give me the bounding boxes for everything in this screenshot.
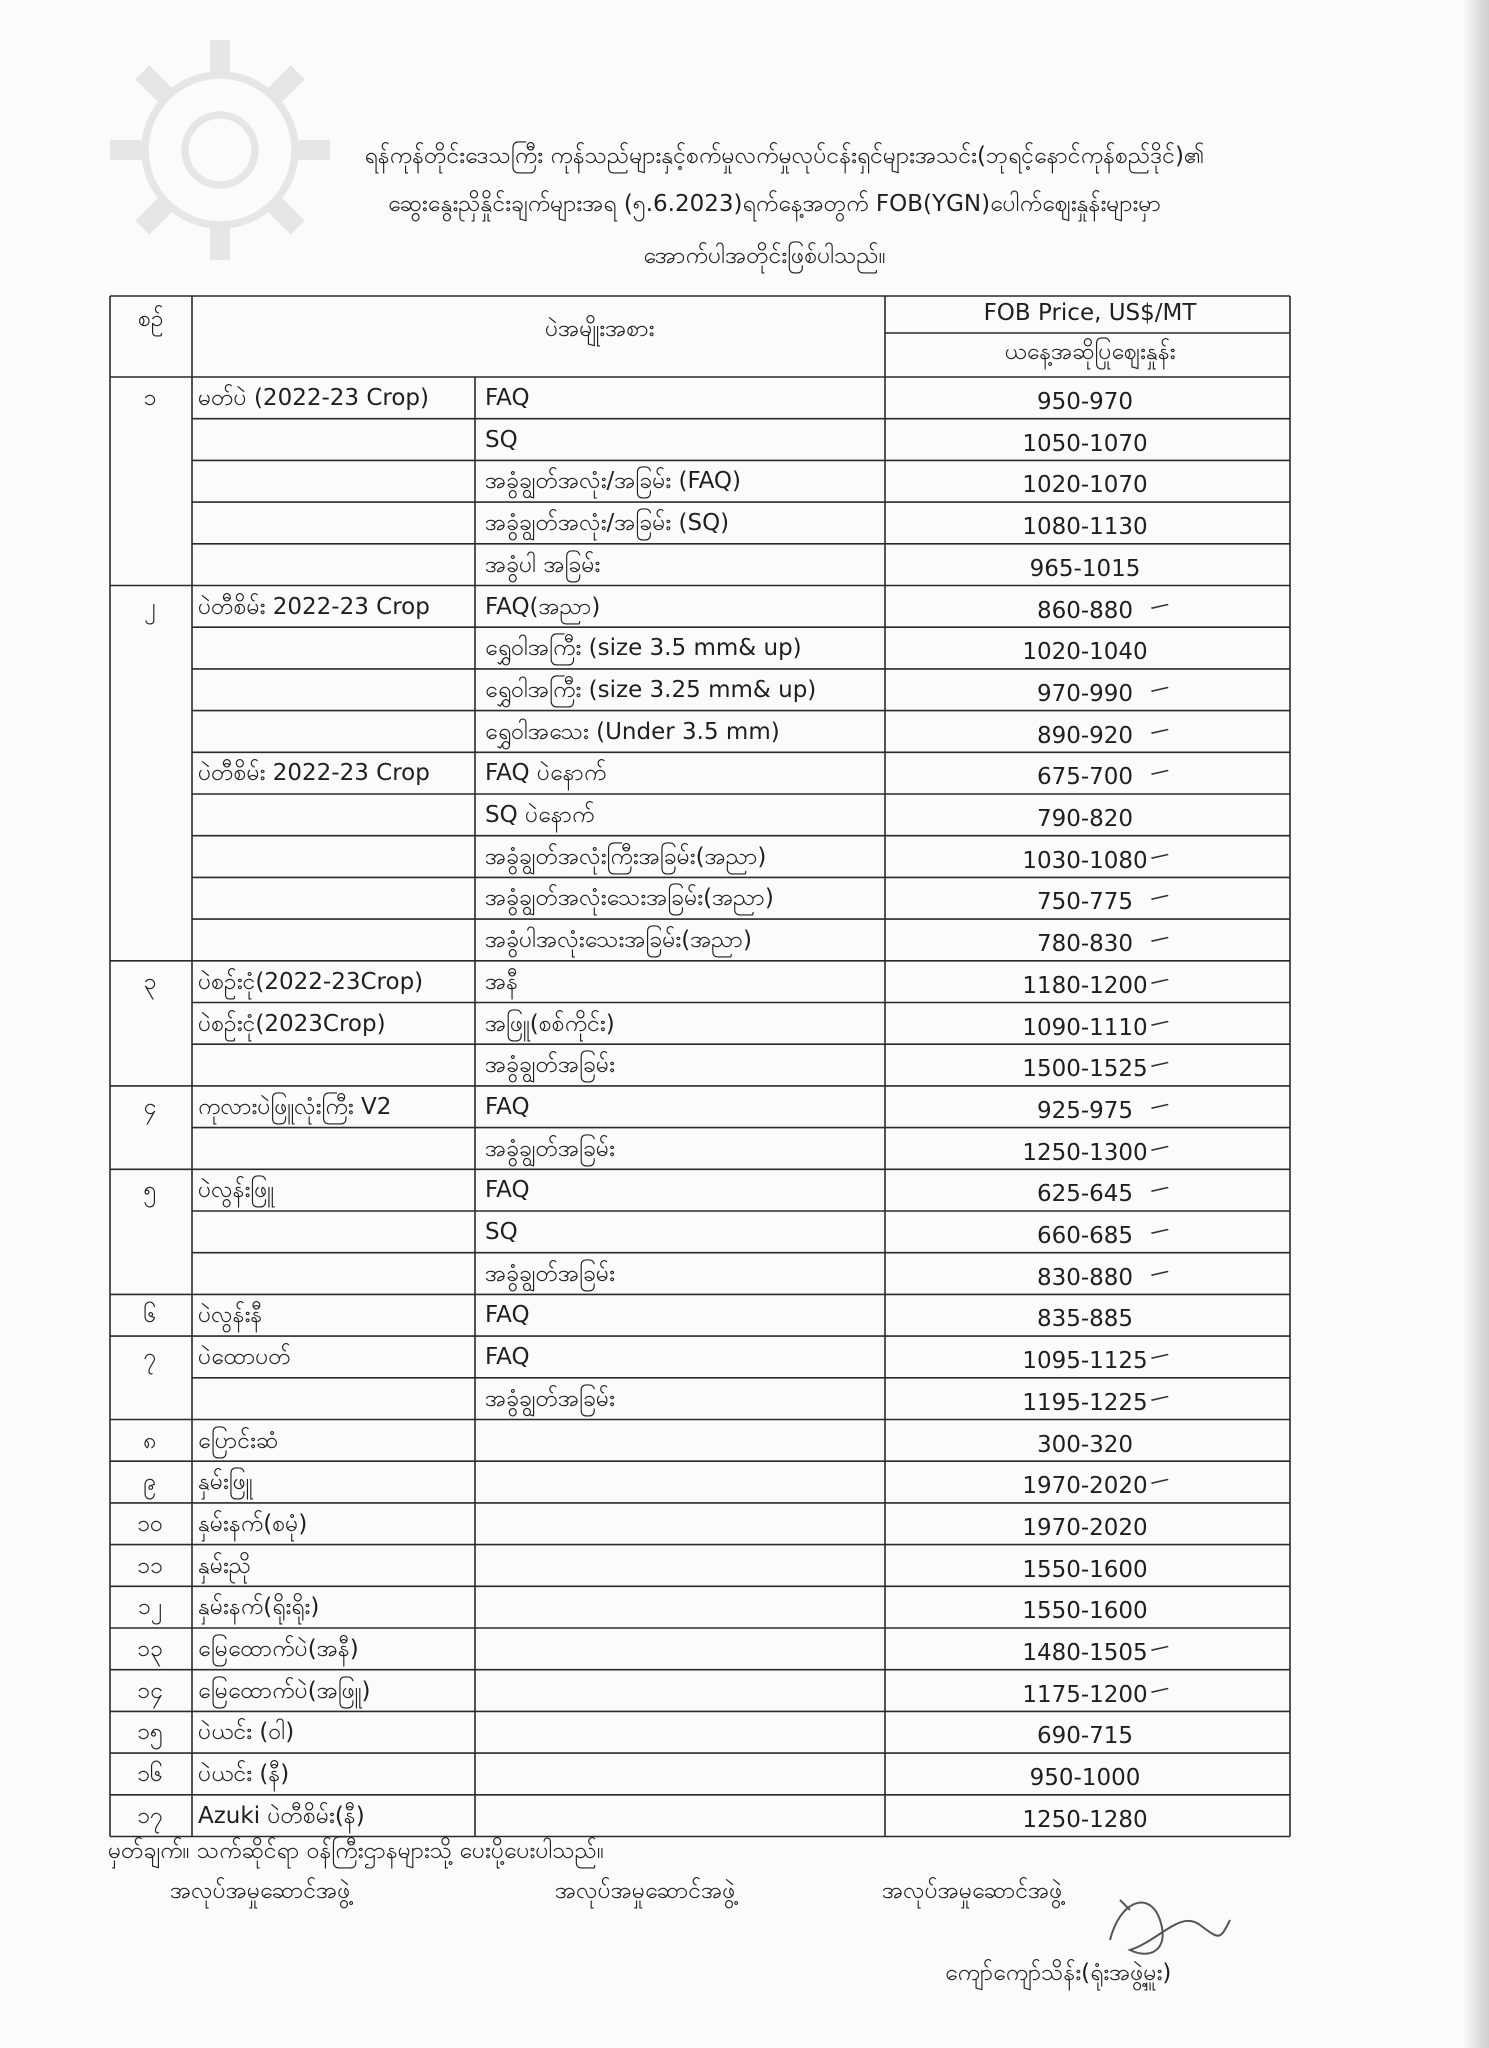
row-number: ၁၂	[137, 1594, 163, 1621]
item-name: နှမ်းနက်(စမုံ)	[198, 1510, 308, 1537]
item-grade: FAQ	[485, 1177, 530, 1204]
item-price: 1480-1505	[1022, 1640, 1148, 1666]
checkmark-icon: /	[1148, 1222, 1173, 1240]
row-number: ၁၄	[137, 1677, 163, 1704]
item-price: 660-685	[1036, 1223, 1134, 1249]
row-number: ၁	[143, 385, 157, 411]
item-grade: အခွံချွတ်အခြမ်း	[485, 1385, 615, 1412]
item-name: ပဲလွန်းဖြူ	[198, 1177, 275, 1204]
item-price: 950-970	[1036, 389, 1134, 415]
item-name: မတ်ပဲ (2022-23 Crop)	[198, 385, 429, 411]
item-name: ပဲယင်း (နီ)	[198, 1761, 290, 1788]
row-number: ၅	[143, 1177, 157, 1204]
item-name: ပဲထောပတ်	[198, 1344, 291, 1371]
header-line-3: အောက်ပါအတိုင်းဖြစ်ပါသည်။	[643, 243, 886, 269]
item-price: 625-645	[1036, 1181, 1134, 1208]
row-number: ၁၃	[137, 1636, 163, 1662]
checkmark-icon: /	[1148, 1180, 1173, 1199]
item-grade: SQ ပဲနောက်	[485, 802, 595, 828]
item-name: ပဲတီစိမ်း 2022-23 Crop	[198, 593, 430, 620]
item-price: 750-775	[1036, 889, 1134, 916]
item-grade: အခွံပါ အခြမ်း	[485, 551, 601, 578]
row-number: ၁၅	[137, 1719, 163, 1746]
item-name: နှမ်းဖြူ	[198, 1469, 253, 1496]
item-grade: FAQ	[485, 1344, 530, 1371]
row-number: ၉	[143, 1469, 157, 1496]
item-grade: ရွှေဝါအကြီး (size 3.5 mm& up)	[485, 635, 802, 662]
item-price: 1180-1200	[1022, 972, 1148, 999]
item-grade: အခွံချွတ်အလုံးကြီးအခြမ်း(အညာ)	[485, 843, 767, 870]
item-grade: FAQ ပဲနောက်	[485, 760, 607, 787]
item-price: 1970-2020	[1022, 1514, 1148, 1541]
header-line-2: ဆွေးနွေးညှိနှိုင်းချက်များအရ (၅.6.2023)ရက်နေ့အတွက် FOB(YGN)ပေါက်ဈေးနှုန်းများမှာ	[388, 191, 1161, 217]
item-price: 970-990	[1036, 680, 1134, 707]
row-number: ၃	[143, 968, 157, 995]
checkmark-icon: /	[1148, 1639, 1173, 1657]
signature-label-1: အလုပ်အမှုဆောင်အဖွဲ့	[170, 1878, 351, 1904]
item-grade: FAQ	[485, 1302, 530, 1329]
row-number: ၁၀	[137, 1510, 163, 1537]
checkmark-icon: /	[1148, 679, 1173, 698]
checkmark-icon: /	[1148, 1263, 1173, 1282]
item-price: 1175-1200	[1022, 1681, 1148, 1708]
item-price: 300-320	[1036, 1431, 1134, 1458]
checkmark-icon: /	[1148, 1096, 1173, 1115]
item-grade: SQ	[485, 426, 518, 453]
item-price: 860-880	[1036, 597, 1134, 624]
item-price: 1080-1130	[1022, 514, 1148, 541]
item-price: 950-1000	[1029, 1765, 1141, 1792]
item-price: 1030-1080	[1022, 847, 1148, 874]
row-number: ၇	[143, 1344, 157, 1371]
item-price: 925-975	[1036, 1097, 1134, 1124]
item-name: ပဲစဉ်းငုံ(2023Crop)	[198, 1010, 386, 1037]
row-number: ၁၇	[137, 1802, 163, 1829]
item-grade: အခွံချွတ်အလုံး/အခြမ်း (SQ)	[485, 510, 730, 537]
row-number: ၈	[143, 1427, 157, 1454]
item-price: 1250-1280	[1022, 1806, 1148, 1833]
item-grade: FAQ(အညာ)	[485, 593, 601, 620]
item-grade: အခွံချွတ်အခြမ်း	[485, 1052, 615, 1079]
row-number: ၁၁	[137, 1552, 163, 1579]
row-number: ၆	[143, 1302, 157, 1329]
checkmark-icon: /	[1148, 888, 1173, 907]
item-grade: အခွံချွတ်အခြမ်း	[485, 1260, 615, 1287]
header-line-1: ရန်ကုန်တိုင်းဒေသကြီး ကုန်သည်များနှင့်စက်မှုလက်မှုလုပ်ငန်းရှင်များအသင်း(ဘုရင့်နောင်ကုန်စည်ဒိုင်)၏	[364, 143, 1205, 169]
item-name: Azuki ပဲတီစိမ်း(နီ)	[198, 1802, 365, 1829]
checkmark-icon: /	[1148, 1388, 1173, 1407]
column-header-price: FOB Price, US$/MT	[983, 300, 1197, 326]
item-price: 790-820	[1036, 806, 1134, 832]
column-header-price-sub: ယနေ့အဆိုပြုဈေးနှုန်း	[1004, 339, 1176, 365]
row-number: ၄	[143, 1093, 157, 1120]
item-price: 1550-1600	[1022, 1598, 1148, 1625]
checkmark-icon: /	[1148, 971, 1173, 990]
checkmark-icon: /	[1148, 721, 1173, 740]
row-number: ၂	[144, 593, 156, 620]
column-header-type: ပဲအမျိုးအစား	[545, 316, 655, 342]
item-price: 830-880	[1036, 1264, 1134, 1291]
item-name: ပဲလွန်းနီ	[198, 1302, 263, 1329]
item-grade: ရွှေဝါအသေး (Under 3.5 mm)	[485, 718, 780, 745]
item-grade: FAQ	[485, 385, 530, 411]
signature-label-3: အလုပ်အမှုဆောင်အဖွဲ့	[882, 1878, 1063, 1904]
checkmark-icon: /	[1148, 1347, 1173, 1366]
checkmark-icon: /	[1148, 1138, 1173, 1157]
item-grade: SQ	[485, 1219, 518, 1245]
item-price: 1020-1070	[1022, 472, 1148, 499]
checkmark-icon: /	[1148, 930, 1173, 949]
item-name: နှမ်းညို	[198, 1552, 252, 1579]
item-grade: အခွံချွတ်အလုံးသေးအခြမ်း(အညာ)	[485, 885, 774, 912]
item-price: 690-715	[1036, 1723, 1134, 1750]
item-price: 1090-1110	[1022, 1014, 1148, 1041]
item-grade: အနီ	[485, 968, 519, 995]
item-price: 1250-1300	[1022, 1139, 1148, 1166]
item-price: 835-885	[1036, 1306, 1134, 1333]
signature-label-2: အလုပ်အမှုဆောင်အဖွဲ့	[555, 1878, 736, 1904]
item-price: 1550-1600	[1022, 1556, 1148, 1583]
item-grade: အဖြူ(စစ်ကိုင်း)	[485, 1010, 615, 1037]
item-price: 675-700	[1036, 764, 1134, 791]
row-number: ၁၆	[137, 1761, 163, 1788]
item-price: 965-1015	[1029, 555, 1141, 582]
item-name: နှမ်းနက်(ရိုးရိုး)	[198, 1594, 320, 1621]
item-grade: အခွံချွတ်အလုံး/အခြမ်း (FAQ)	[485, 468, 741, 495]
handwritten-signature	[1090, 1880, 1240, 1970]
item-name: ပဲယင်း (ဝါ)	[198, 1719, 295, 1746]
item-price: 780-830	[1036, 931, 1134, 958]
item-name: ပဲတီစိမ်း 2022-23 Crop	[198, 760, 430, 787]
signatory-name: ကျော်ကျော်သိန်း(ရုံးအဖွဲ့မှူး)	[945, 1960, 1172, 1986]
item-grade: အခွံချွတ်အခြမ်း	[485, 1135, 615, 1162]
item-price: 1050-1070	[1022, 430, 1148, 457]
checkmark-icon: /	[1148, 1055, 1173, 1074]
item-price: 1970-2020	[1022, 1473, 1148, 1500]
item-grade: FAQ	[485, 1093, 530, 1120]
column-header-no: စဉ်	[138, 306, 164, 332]
item-price: 890-920	[1036, 722, 1134, 749]
checkmark-icon: /	[1148, 763, 1173, 782]
footer-note: မှတ်ချက်။ သက်ဆိုင်ရာ ဝန်ကြီးဌာနများသို့ ပေးပို့ပေးပါသည်။	[108, 1838, 604, 1864]
checkmark-icon: /	[1148, 1472, 1173, 1491]
item-name: မြေထောက်ပဲ(အဖြူ)	[198, 1677, 371, 1704]
page-edge-shadow	[1463, 0, 1489, 2048]
checkmark-icon: /	[1148, 1013, 1173, 1032]
checkmark-icon: /	[1148, 1680, 1173, 1699]
checkmark-icon: /	[1148, 596, 1173, 615]
item-price: 1195-1225	[1022, 1389, 1148, 1416]
item-price: 1500-1525	[1022, 1056, 1148, 1083]
item-name: ကုလားပဲဖြူလုံးကြီး V2	[198, 1093, 392, 1120]
item-price: 1095-1125	[1022, 1348, 1148, 1375]
item-name: ပြောင်းဆံ	[198, 1427, 279, 1454]
item-grade: အခွံပါအလုံးသေးအခြမ်း(အညာ)	[485, 927, 752, 954]
item-grade: ရွှေဝါအကြီး (size 3.25 mm& up)	[485, 676, 817, 703]
checkmark-icon: /	[1148, 846, 1173, 865]
item-name: မြေထောက်ပဲ(အနီ)	[198, 1636, 359, 1662]
item-name: ပဲစဉ်းငုံ(2022-23Crop)	[198, 968, 424, 995]
item-price: 1020-1040	[1022, 639, 1148, 666]
